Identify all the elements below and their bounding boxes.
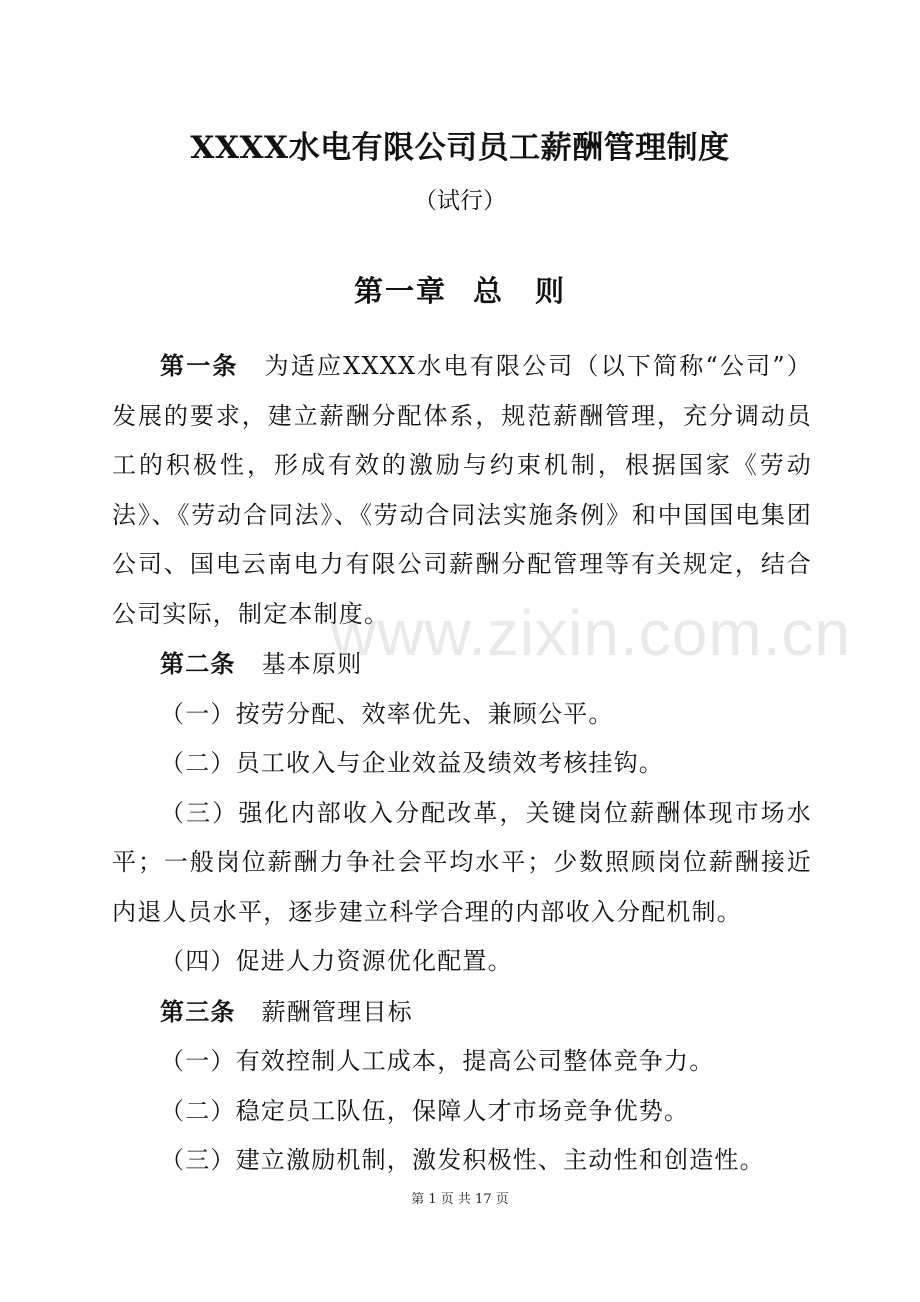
chapter-name: 总 则 <box>473 274 567 308</box>
paragraph-text: 为适应XXXX水电有限公司（以下简称“公司”）发展的要求，建立薪酬分配体系，规范薪酬管理，充分调动员工的积极性，形成有效的激励与约束机制，根据国家《劳动法》、《劳动合同法》、《劳动合同法实施条例》和中国国电集团公司、国电云南电力有限公司薪酬分配管理等有关规定，结合公司实际，制定本制度。 <box>112 352 812 628</box>
list-item <box>112 1136 812 1186</box>
paragraph-text: 薪酬管理目标 <box>261 997 413 1026</box>
list-item <box>112 1087 812 1137</box>
document-subtitle: （试行） <box>414 188 506 214</box>
article-label: 第三条 <box>160 996 236 1026</box>
paragraph-text: （二）员工收入与企业效益及绩效考核挂钩。 <box>160 749 664 777</box>
list-item <box>112 690 812 740</box>
paragraph-text: （一）有效控制人工成本，提高公司整体竞争力。 <box>160 1047 715 1075</box>
watermark: www.zixin.com.cn <box>330 597 851 669</box>
paragraph-text: 基本原则 <box>261 650 363 678</box>
paragraph-text: （三）建立激励机制，激发积极性、主动性和创造性。 <box>160 1146 765 1174</box>
list-item <box>112 937 812 987</box>
article-label: 第二条 <box>160 649 236 678</box>
chapter-number: 第一章 <box>353 274 447 308</box>
list-item <box>112 789 812 938</box>
paragraph-text: （四）促进人力资源优化配置。 <box>160 947 513 975</box>
list-item <box>112 739 812 789</box>
paragraph-text: （二）稳定员工队伍，保障人才市场竞争优势。 <box>160 1096 690 1125</box>
document-title: XXXX水电有限公司员工薪酬管理制度 <box>190 130 730 166</box>
article-1-paragraph <box>112 341 812 639</box>
paragraph-text: （三）强化内部收入分配改革，关键岗位薪酬体现市场水平；一般岗位薪酬力争社会平均水平；少数照顾岗位薪酬接近内退人员水平，逐步建立科学合理的内部收入分配机制。 <box>112 798 812 926</box>
article-label: 第一条 <box>160 351 239 380</box>
document-body <box>112 341 812 1186</box>
article-3-heading <box>112 987 812 1038</box>
list-item <box>112 1037 812 1087</box>
page-footer: 第 1 页 共 17 页 <box>411 1192 509 1207</box>
chapter-heading <box>0 270 920 312</box>
article-2-heading <box>112 639 812 690</box>
paragraph-text: （一）按劳分配、效率优先、兼顾公平。 <box>160 699 614 728</box>
